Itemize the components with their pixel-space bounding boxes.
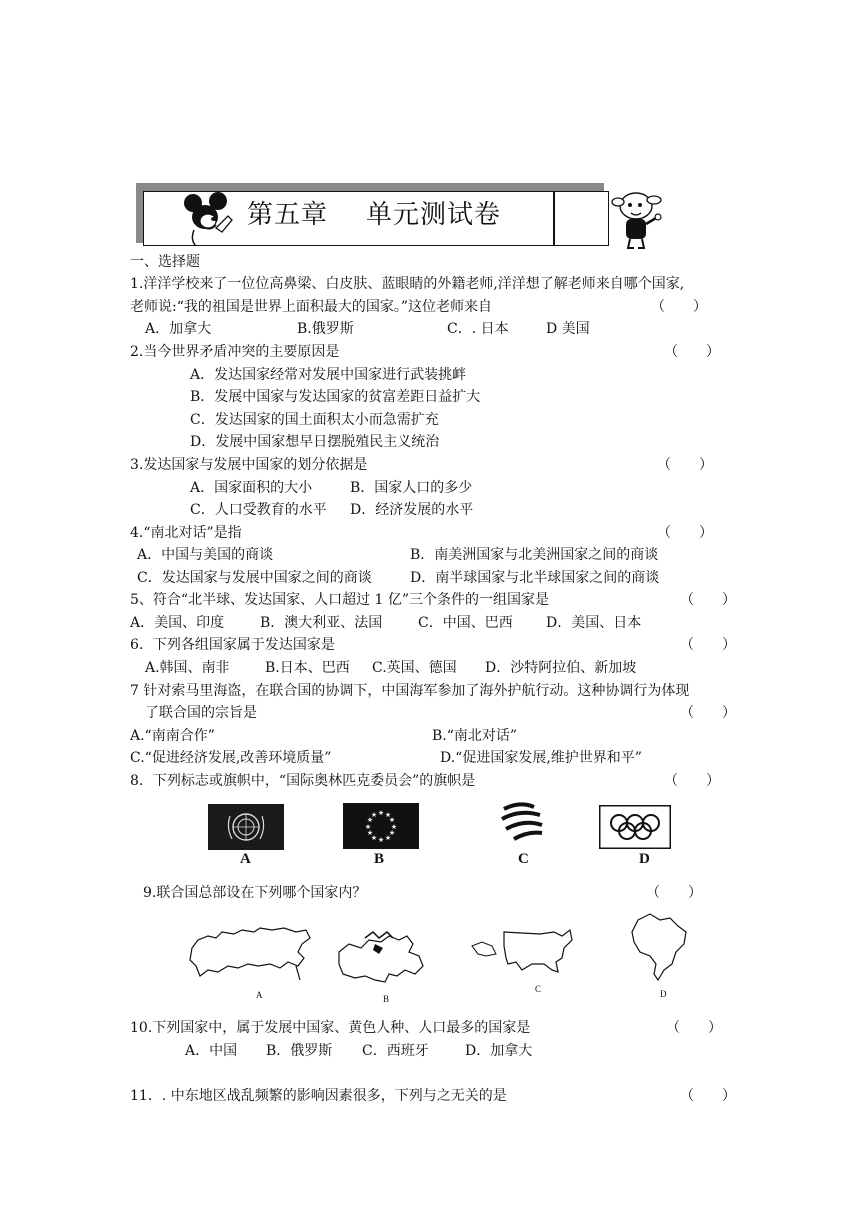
brazil-map-icon[interactable] (628, 910, 690, 984)
question-1-option-b[interactable]: B.俄罗斯 (297, 321, 354, 337)
question-11-stem: 11．. 中东地区战乱频繁的影响因素很多，下列与之无关的是 (130, 1088, 507, 1104)
svg-text:★: ★ (384, 834, 392, 842)
section-heading: 一、选择题 (130, 254, 200, 270)
question-3-option-c[interactable]: C．人口受教育的水平 (190, 502, 327, 518)
flag-label-b: B (374, 851, 385, 867)
svg-text:★: ★ (388, 816, 396, 824)
question-2-option-a[interactable]: A．发达国家经常对发展中国家进行武装挑衅 (190, 367, 467, 383)
question-9-stem: 9.联合国总部设在下列哪个国家内？ (143, 885, 367, 901)
olympic-flag-icon[interactable] (599, 805, 671, 849)
question-8-stem: 8．下列标志或旗帜中，“国际奥林匹克委员会”的旗帜是 (130, 773, 476, 789)
question-3-option-a[interactable]: A．国家面积的大小 (190, 480, 313, 496)
question-7-option-a[interactable]: A.“南南合作” (130, 728, 215, 744)
question-5-option-c[interactable]: C．中国、巴西 (418, 615, 513, 631)
svg-text:★: ★ (366, 829, 374, 837)
question-3-option-d[interactable]: D．经济发展的水平 (350, 502, 474, 518)
question-3-stem: 3.发达国家与发展中国家的划分依据是 (130, 457, 368, 473)
svg-text:★: ★ (370, 811, 378, 819)
question-6-option-a[interactable]: A.韩国、南非 (145, 660, 230, 676)
answer-blank-2: （ ） (664, 344, 720, 360)
wto-logo-icon[interactable] (498, 801, 550, 847)
map-label-a: A (256, 990, 263, 1000)
svg-text:★: ★ (377, 836, 385, 844)
answer-blank-3: （ ） (657, 457, 713, 473)
title-text: 单元测试卷 (366, 200, 502, 230)
question-4-stem: 4.“南北对话”是指 (130, 525, 242, 541)
question-6-option-c[interactable]: C.英国、德国 (372, 660, 457, 676)
answer-blank-6: （ ） (680, 637, 736, 653)
answer-blank-5: （ ） (680, 592, 736, 608)
question-7-option-c[interactable]: C.“促进经济发展,改善环境质量” (130, 750, 332, 766)
svg-text:★: ★ (377, 809, 385, 817)
mickey-mouse-icon (180, 192, 238, 248)
answer-blank-10: （ ） (666, 1020, 722, 1036)
question-10-stem: 10.下列国家中，属于发展中国家、黄色人种、人口最多的国家是 (130, 1020, 531, 1036)
title-banner-divider (553, 191, 555, 246)
question-10-option-d[interactable]: D．加拿大 (465, 1043, 533, 1059)
answer-blank-1: （ ） (651, 299, 707, 315)
canada-map-icon[interactable] (335, 930, 427, 988)
question-2-stem: 2.当今世界矛盾冲突的主要原因是 (130, 344, 340, 360)
answer-blank-4: （ ） (657, 525, 713, 541)
question-7-option-d[interactable]: D.“促进国家发展,维护世界和平” (440, 750, 642, 766)
question-4-option-c[interactable]: C．发达国家与发展中国家之间的商谈 (137, 570, 372, 586)
question-2-option-d[interactable]: D．发展中国家想早日摆脱殖民主义统治 (190, 434, 440, 450)
svg-text:★: ★ (370, 834, 378, 842)
russia-map-icon[interactable] (188, 922, 313, 984)
un-flag-icon[interactable] (208, 804, 284, 850)
question-5-stem: 5、符合“北半球、发达国家、人口超过 1 亿”三个条件的一组国家是 (130, 592, 550, 608)
question-4-option-d[interactable]: D．南半球国家与北半球国家之间的商谈 (410, 570, 660, 586)
question-6-stem: 6．下列各组国家属于发达国家是 (130, 637, 335, 653)
question-7-option-b[interactable]: B.“南北对话” (432, 728, 518, 744)
chapter-label: 第五章 (247, 200, 329, 230)
svg-text:★: ★ (390, 823, 398, 831)
question-1-option-c[interactable]: C．. 日本 (447, 321, 509, 337)
eu-flag-icon[interactable] (343, 803, 419, 849)
question-1-option-a[interactable]: A．加拿大 (145, 321, 212, 337)
svg-text:★: ★ (364, 823, 372, 831)
question-10-option-a[interactable]: A．中国 (185, 1043, 238, 1059)
question-7-line-1: 7 针对索马里海盗，在联合国的协调下，中国海军参加了海外护航行动。这种协调行为体现 (130, 683, 690, 699)
answer-blank-9: （ ） (646, 885, 702, 901)
question-6-option-d[interactable]: D．沙特阿拉伯、新加坡 (485, 660, 637, 676)
page-title (247, 197, 501, 233)
question-5-option-d[interactable]: D．美国、日本 (546, 615, 642, 631)
question-4-option-a[interactable]: A．中国与美国的商谈 (137, 547, 274, 563)
question-1-option-d[interactable]: D 美国 (546, 321, 590, 337)
question-3-option-b[interactable]: B．国家人口的多少 (350, 480, 473, 496)
svg-text:★: ★ (384, 811, 392, 819)
answer-blank-11: （ ） (680, 1088, 736, 1104)
svg-text:★: ★ (388, 829, 396, 837)
sheep-cartoon-icon (608, 188, 668, 254)
flag-label-a: A (240, 851, 251, 867)
answer-blank-7: （ ） (680, 705, 736, 721)
question-5-option-a[interactable]: A．美国、印度 (130, 615, 225, 631)
question-2-option-c[interactable]: C．发达国家的国土面积太小而急需扩充 (190, 412, 439, 428)
map-label-b: B (383, 994, 390, 1004)
answer-blank-8: （ ） (664, 773, 720, 789)
svg-text:★: ★ (366, 816, 374, 824)
question-2-option-b[interactable]: B．发展中国家与发达国家的贫富差距日益扩大 (190, 389, 481, 405)
question-10-option-b[interactable]: B．俄罗斯 (266, 1043, 333, 1059)
question-6-option-b[interactable]: B.日本、巴西 (265, 660, 350, 676)
question-1-line-2: 老师说:“我的祖国是世界上面积最大的国家。”这位老师来自 (130, 299, 493, 315)
question-5-option-b[interactable]: B．澳大利亚、法国 (260, 615, 383, 631)
map-label-d: D (660, 989, 667, 999)
question-10-option-c[interactable]: C．西班牙 (362, 1043, 429, 1059)
usa-map-icon[interactable] (470, 926, 576, 980)
flag-label-d: D (639, 851, 650, 867)
question-7-line-2: 了联合国的宗旨是 (145, 705, 257, 721)
map-label-c: C (535, 984, 542, 994)
flag-label-c: C (518, 851, 529, 867)
question-1-line-1: 1.洋洋学校来了一位位高鼻梁、白皮肤、蓝眼睛的外籍老师,洋洋想了解老师来自哪个国家, (130, 276, 685, 292)
question-4-option-b[interactable]: B．南美洲国家与北美洲国家之间的商谈 (410, 547, 659, 563)
